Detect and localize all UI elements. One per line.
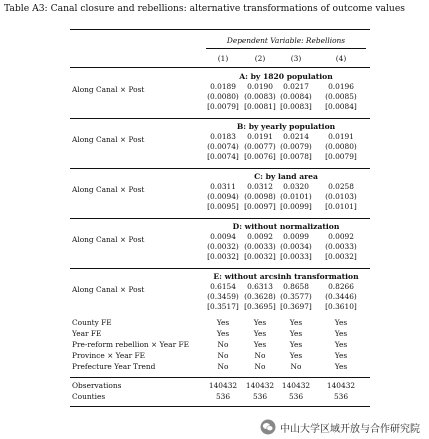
coefficient-cell: 0.0312 <box>247 182 273 191</box>
standard-error-cell: [0.0032] <box>207 252 239 261</box>
standard-error-cell: (0.0079) <box>280 142 312 151</box>
coefficient-cell: 0.6313 <box>247 282 273 291</box>
coefficient-cell: 0.0099 <box>283 232 309 241</box>
panel-header: B: by yearly population <box>236 122 336 131</box>
control-value: No <box>217 351 229 360</box>
standard-error-cell: (0.3577) <box>280 292 312 301</box>
control-value: No <box>217 362 229 371</box>
standard-error-cell: [0.0099] <box>280 202 312 211</box>
stat-value: 536 <box>333 392 349 401</box>
standard-error-cell: (0.0094) <box>207 192 239 201</box>
header-bottom-rule <box>70 67 370 68</box>
standard-error-cell: (0.0084) <box>280 92 312 101</box>
coefficient-cell: 0.0320 <box>283 182 309 191</box>
control-value: No <box>217 340 229 349</box>
panel-separator <box>70 218 370 219</box>
stat-value: 140432 <box>208 381 238 390</box>
standard-error-cell: [0.0079] <box>325 152 357 161</box>
standard-error-cell: (0.0074) <box>207 142 239 151</box>
standard-error-cell: (0.0033) <box>244 242 276 251</box>
control-value: Yes <box>334 362 348 371</box>
control-value: Yes <box>253 340 267 349</box>
row-label: Along Canal × Post <box>72 185 145 194</box>
standard-error-cell: [0.0097] <box>244 202 276 211</box>
column-header-3: (3) <box>290 54 302 63</box>
control-value: No <box>254 362 266 371</box>
coefficient-cell: 0.0190 <box>247 82 273 91</box>
standard-error-cell: [0.0079] <box>207 102 239 111</box>
standard-error-cell: (0.0033) <box>325 242 357 251</box>
control-value: Yes <box>289 318 303 327</box>
standard-error-cell: [0.0032] <box>325 252 357 261</box>
control-value: Yes <box>334 329 348 338</box>
standard-error-cell: (0.3628) <box>244 292 276 301</box>
panel-header: E: without arcsinh transformation <box>213 272 359 281</box>
standard-error-cell: [0.3610] <box>325 302 357 311</box>
panel-separator <box>70 118 370 119</box>
row-label: Along Canal × Post <box>72 235 145 244</box>
coefficient-cell: 0.6154 <box>210 282 236 291</box>
stat-value: 140432 <box>326 381 356 390</box>
control-value: Yes <box>216 318 230 327</box>
standard-error-cell: (0.0098) <box>244 192 276 201</box>
coefficient-cell: 0.8266 <box>328 282 354 291</box>
panel-header: C: by land area <box>254 172 318 181</box>
panel-header: A: by 1820 population <box>239 72 333 81</box>
standard-error-cell: (0.0101) <box>280 192 312 201</box>
watermark <box>257 418 423 436</box>
control-label: Province × Year FE <box>72 351 146 360</box>
control-value: Yes <box>289 329 303 338</box>
standard-error-cell: [0.0081] <box>244 102 276 111</box>
standard-error-cell: [0.0084] <box>325 102 357 111</box>
control-value: Yes <box>216 329 230 338</box>
control-value: Yes <box>334 351 348 360</box>
standard-error-cell: [0.3697] <box>280 302 312 311</box>
coefficient-cell: 0.0311 <box>210 182 236 191</box>
table-title: Table A3: Canal closure and rebellions: alternative transformations of outcome values <box>4 3 406 14</box>
control-value: Yes <box>334 340 348 349</box>
standard-error-cell: (0.3446) <box>325 292 357 301</box>
coefficient-cell: 0.0191 <box>247 132 273 141</box>
stat-label: Observations <box>72 381 122 390</box>
standard-error-cell: (0.0080) <box>325 142 357 151</box>
standard-error-cell: [0.3517] <box>207 302 239 311</box>
standard-error-cell: (0.3459) <box>207 292 239 301</box>
row-label: Along Canal × Post <box>72 85 145 94</box>
coefficient-cell: 0.0196 <box>328 82 354 91</box>
stat-value: 536 <box>252 392 268 401</box>
control-label: County FE <box>72 318 112 327</box>
wechat-icon <box>260 419 276 435</box>
coefficient-cell: 0.0189 <box>210 82 236 91</box>
standard-error-cell: [0.3695] <box>244 302 276 311</box>
standard-error-cell: [0.0074] <box>207 152 239 161</box>
standard-error-cell: [0.0083] <box>280 102 312 111</box>
coefficient-cell: 0.0217 <box>283 82 309 91</box>
standard-error-cell: [0.0076] <box>244 152 276 161</box>
control-value: Yes <box>289 340 303 349</box>
row-label: Along Canal × Post <box>72 285 145 294</box>
control-value: Yes <box>334 318 348 327</box>
column-header-2: (2) <box>254 54 266 63</box>
top-rule <box>70 29 370 30</box>
standard-error-cell: (0.0034) <box>280 242 312 251</box>
standard-error-cell: (0.0085) <box>325 92 357 101</box>
coefficient-cell: 0.0258 <box>328 182 354 191</box>
standard-error-cell: (0.0083) <box>244 92 276 101</box>
dependent-variable-header: Dependent Variable: Rebellions <box>226 36 346 45</box>
control-value: No <box>254 351 266 360</box>
stat-value: 140432 <box>245 381 275 390</box>
stat-value: 140432 <box>281 381 311 390</box>
standard-error-cell: (0.0077) <box>244 142 276 151</box>
panel-separator <box>70 268 370 269</box>
control-label: Pre-reform rebellion × Year FE <box>72 340 189 349</box>
column-header-1: (1) <box>217 54 229 63</box>
stat-value: 536 <box>215 392 231 401</box>
control-value: Yes <box>253 318 267 327</box>
standard-error-cell: [0.0078] <box>280 152 312 161</box>
control-label: Prefecture Year Trend <box>72 362 156 371</box>
panel-header: D: without normalization <box>232 222 340 231</box>
stat-value: 536 <box>288 392 304 401</box>
control-label: Year FE <box>72 329 102 338</box>
standard-error-cell: [0.0095] <box>207 202 239 211</box>
controls-bottom-rule <box>70 377 370 378</box>
control-value: No <box>290 362 302 371</box>
column-header-4: (4) <box>335 54 347 63</box>
control-value: Yes <box>289 351 303 360</box>
standard-error-cell: [0.0033] <box>280 252 312 261</box>
coefficient-cell: 0.0183 <box>210 132 236 141</box>
coefficient-cell: 0.0214 <box>283 132 309 141</box>
standard-error-cell: [0.0101] <box>325 202 357 211</box>
coefficient-cell: 0.0092 <box>328 232 354 241</box>
header-underline <box>206 48 366 49</box>
stat-label: Counties <box>72 392 106 401</box>
coefficient-cell: 0.8658 <box>283 282 309 291</box>
panel-separator <box>70 168 370 169</box>
coefficient-cell: 0.0094 <box>210 232 236 241</box>
bottom-rule <box>70 406 370 407</box>
row-label: Along Canal × Post <box>72 135 145 144</box>
control-value: Yes <box>253 329 267 338</box>
coefficient-cell: 0.0092 <box>247 232 273 241</box>
watermark-text: 中山大学区域开放与合作研究院 <box>280 423 420 435</box>
standard-error-cell: (0.0103) <box>325 192 357 201</box>
standard-error-cell: (0.0080) <box>207 92 239 101</box>
coefficient-cell: 0.0191 <box>328 132 354 141</box>
standard-error-cell: [0.0032] <box>244 252 276 261</box>
standard-error-cell: (0.0032) <box>207 242 239 251</box>
